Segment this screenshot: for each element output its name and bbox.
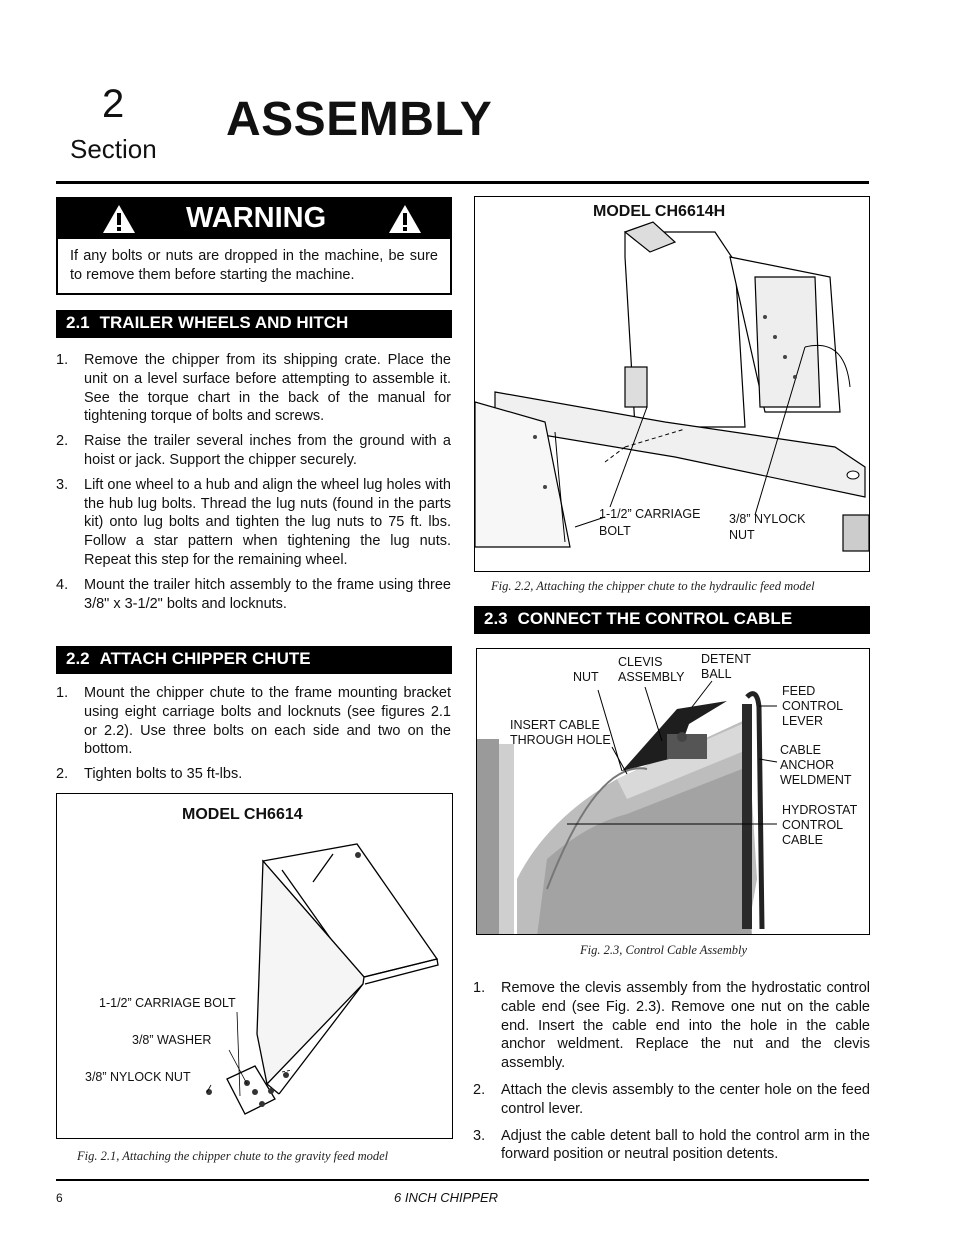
figure-label-nut: NUT — [729, 528, 755, 542]
figure-label-bolt: 1-1/2” CARRIAGE — [599, 507, 701, 521]
list-number: 1. — [56, 352, 69, 368]
list-item — [56, 351, 451, 426]
figure-label-bolt: BOLT — [599, 524, 631, 538]
label-feed: LEVER — [782, 714, 823, 728]
list-item — [473, 1127, 870, 1165]
footer-rule — [56, 1179, 869, 1181]
footer-title: 6 INCH CHIPPER — [394, 1190, 499, 1205]
section-heading-title: CONNECT THE CONTROL CABLE — [517, 609, 793, 628]
list-item — [56, 684, 451, 759]
list-text: Mount the trailer hitch assembly to the frame using three 3/8" x 3-1/2" bolts and locknuts. — [84, 576, 451, 612]
list-number: 1. — [56, 685, 69, 701]
list-number: 3. — [56, 476, 69, 493]
figure-label: 1-1/2” CARRIAGE BOLT — [99, 996, 236, 1010]
header-rule — [56, 181, 869, 184]
warning-box — [56, 197, 452, 295]
list-item — [56, 432, 451, 470]
trailer-steps-list — [56, 351, 451, 619]
list-text: Remove the chipper from its shipping crate. Place the unit on a level surface before attempting to assemble it. See the torque chart in the back of the manual for tightening torque of bolts and screws. — [84, 352, 451, 425]
list-item — [473, 1081, 870, 1119]
figure-caption: Fig. 2.2, Attaching the chipper chute to the hydraulic feed model — [491, 579, 815, 593]
section-word: Section — [70, 134, 157, 164]
cable-steps-list — [473, 979, 870, 1170]
figure-model-title: MODEL CH6614H — [593, 203, 726, 220]
figure-caption: Fig. 2.3, Control Cable Assembly — [580, 943, 748, 957]
warning-text: If any bolts or nuts are dropped in the machine, be sure to remove them before starting the machine. — [70, 248, 438, 283]
section-heading-title: ATTACH CHIPPER CHUTE — [99, 649, 311, 668]
label-detent: DETENT — [701, 652, 751, 666]
label-feed: FEED — [782, 684, 816, 698]
warning-title: WARNING — [186, 202, 327, 234]
label-anchor: ANCHOR — [780, 758, 835, 772]
label-feed: CONTROL — [782, 699, 844, 713]
page-number: 6 — [56, 1191, 63, 1205]
label-clevis: CLEVIS — [618, 655, 663, 669]
section-heading-number: 2.2 — [66, 649, 90, 668]
label-clevis: ASSEMBLY — [618, 670, 685, 684]
label-nut: NUT — [573, 670, 599, 684]
list-text: Adjust the cable detent ball to hold the control arm in the forward position or neutral position detents. — [501, 1127, 870, 1163]
section-heading-2-1 — [56, 310, 452, 338]
list-number: 2. — [56, 766, 69, 783]
label-hydrostat: CONTROL — [782, 818, 844, 832]
list-number: 1. — [473, 980, 486, 996]
figure-model-title: MODEL CH6614 — [182, 806, 303, 823]
section-heading-number: 2.1 — [66, 313, 90, 332]
label-anchor: CABLE — [780, 743, 821, 757]
figure-label-nut: 3/8” NYLOCK — [729, 512, 806, 526]
list-text: Remove the clevis assembly from the hydrostatic control cable end (see Fig. 2.3). Remove one nut on the cable end. Insert the cable end into the hole in the cable anchor weldment. Replace the nut and the clevis assembly. — [501, 980, 870, 1072]
section-heading-number: 2.3 — [484, 609, 508, 628]
list-text: Attach the clevis assembly to the center hole on the feed control lever. — [501, 1081, 870, 1117]
figure-2-2 — [474, 196, 870, 572]
chute-steps-list — [56, 684, 451, 790]
list-number: 2. — [56, 433, 69, 450]
list-text: Lift one wheel to a hub and align the wheel lug holes with the hub lug bolts. Thread the lug nuts (found in the parts kit) onto lug bolts and tighten the lug nuts to 75 ft. lbs. Follow a star pattern when tightening the lug nuts. Repeat this step for the remaining wheel. — [84, 476, 451, 568]
page-title: ASSEMBLY — [226, 93, 493, 146]
figure-label: 3/8” WASHER — [132, 1033, 212, 1047]
section-heading-2-3 — [474, 606, 870, 634]
list-text: Mount the chipper chute to the frame mounting bracket using eight carriage bolts and locknuts (see figures 2.1 or 2.2). Use three bolts on each side and two on the bottom. — [84, 685, 451, 758]
section-heading-title: TRAILER WHEELS AND HITCH — [99, 313, 349, 332]
list-number: 2. — [473, 1081, 486, 1098]
figure-2-3 — [476, 648, 870, 935]
list-text: Raise the trailer several inches from the ground with a hoist or jack. Support the chipper securely. — [84, 433, 451, 468]
label-anchor: WELDMENT — [780, 773, 852, 787]
figure-label: 3/8” NYLOCK NUT — [85, 1070, 191, 1084]
warning-triangle-icon — [388, 204, 422, 234]
figure-caption: Fig. 2.1, Attaching the chipper chute to the gravity feed model — [77, 1149, 389, 1163]
list-item — [473, 979, 870, 1073]
list-number: 3. — [473, 1127, 486, 1144]
figure-2-1 — [56, 793, 453, 1139]
chute-drawing — [57, 794, 453, 1139]
list-item — [56, 576, 451, 614]
warning-header — [58, 199, 450, 239]
warning-triangle-icon — [102, 204, 136, 234]
list-item — [56, 765, 451, 784]
label-insert: THROUGH HOLE — [510, 733, 611, 747]
label-insert: INSERT CABLE — [510, 718, 600, 732]
label-hydrostat: HYDROSTAT — [782, 803, 858, 817]
list-text: Tighten bolts to 35 ft-lbs. — [84, 766, 243, 783]
section-number: 2 — [102, 82, 125, 126]
list-item — [56, 476, 451, 570]
label-hydrostat: CABLE — [782, 833, 823, 847]
list-number: 4. — [56, 576, 69, 593]
section-heading-2-2 — [56, 646, 452, 674]
label-detent: BALL — [701, 667, 732, 681]
